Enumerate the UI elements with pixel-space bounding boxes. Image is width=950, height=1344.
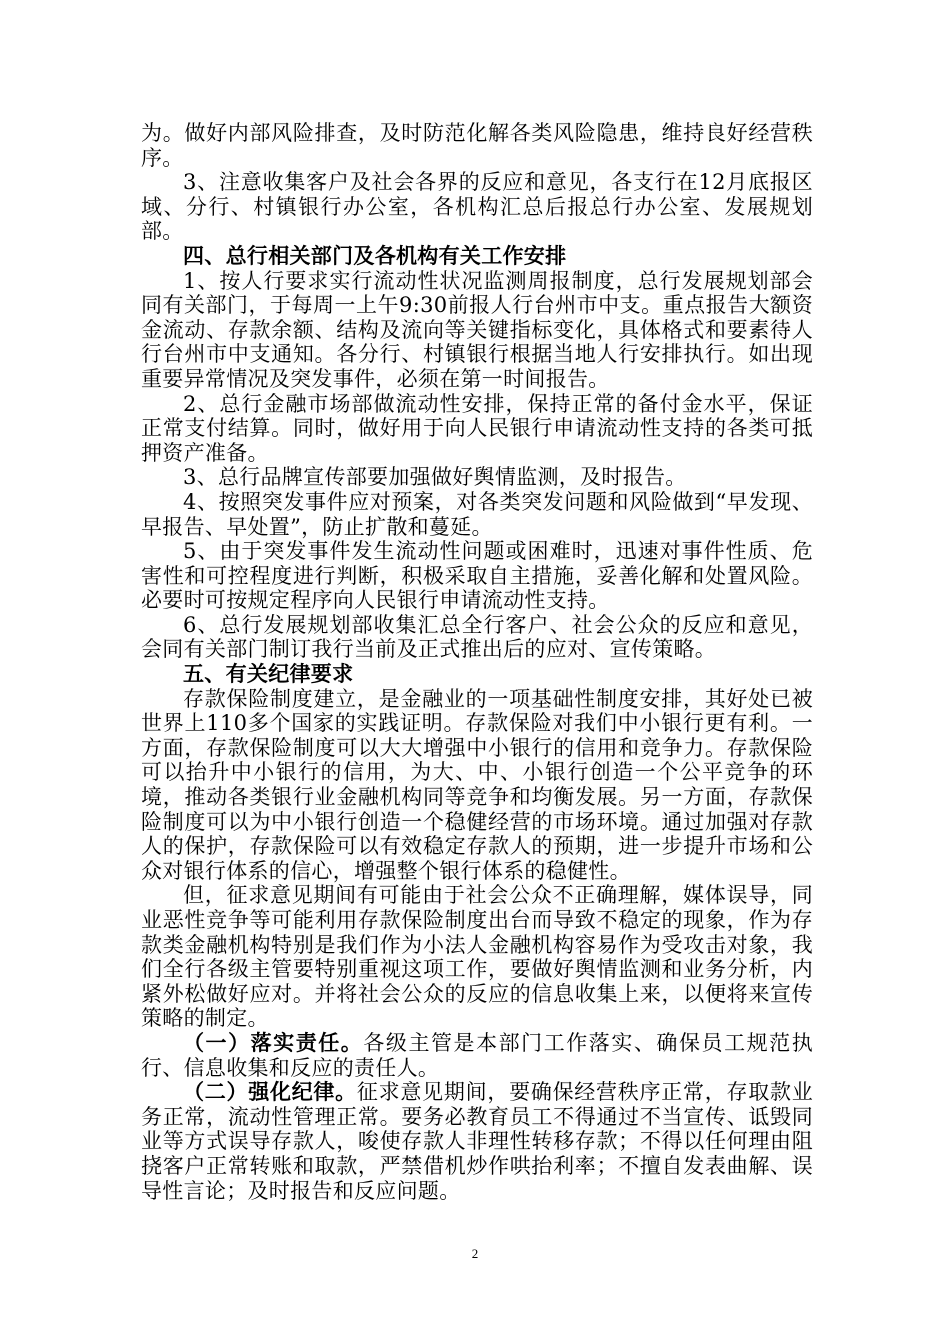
paragraph <box>141 1031 813 1080</box>
paragraph <box>141 1080 813 1203</box>
paragraph: 存款保险制度建立，是金融业的一项基础性制度安排，其好处已被世界上110多个国家的实践证明。存款保险对我们中小银行更有利。一方面，存款保险制度可以大大增强中小银行的信用和竞争力。存款保险可以抬升中小银行的信用，为大、中、小银行创造一个公平竞争的环境，推动各类银行业金融机构同等竞争和均衡发展。另一方面，存款保险制度可以为中小银行创造一个稳健经营的市场环境。通过加强对存款人的保护，存款保险可以有效稳定存款人的预期，进一步提升市场和公众对银行体系的信心，增强整个银行体系的稳健性。 <box>141 686 813 883</box>
paragraph: 3、注意收集客户及社会各界的反应和意见，各支行在12月底报区域、分行、村镇银行办公室，各机构汇总后报总行办公室、发展规划部。 <box>141 170 813 244</box>
paragraph: 但，征求意见期间有可能由于社会公众不正确理解，媒体误导，同业恶性竞争等可能利用存款保险制度出台而导致不稳定的现象，作为存款类金融机构特别是我们作为小法人金融机构容易作为受攻击对象，我们全行各级主管要特别重视这项工作，要做好舆情监测和业务分析，内紧外松做好应对。并将社会公众的反应的信息收集上来，以便将来宣传策略的制定。 <box>141 883 813 1031</box>
document-body <box>141 121 813 1203</box>
paragraph: 2、总行金融市场部做流动性安排，保持正常的备付金水平，保证正常支付结算。同时，做好用于向人民银行申请流动性支持的各类可抵押资产准备。 <box>141 391 813 465</box>
paragraph-lead: （一）落实责任。 <box>183 1029 364 1055</box>
section-heading: 五、有关纪律要求 <box>183 661 354 687</box>
paragraph-body: 各级主管是本部门工作落实、确保员工规范执行、信息收集和反应的责任人。 <box>141 1030 813 1080</box>
paragraph: 6、总行发展规划部收集汇总全行客户、社会公众的反应和意见，会同有关部门制订我行当前及正式推出后的应对、宣传策略。 <box>141 612 813 662</box>
page-number: 2 <box>471 1246 479 1261</box>
paragraph-body: 征求意见期间，要确保经营秩序正常，存取款业务正常，流动性管理正常。要务必教育员工不得通过不当宣传、诋毁同业等方式误导存款人，唆使存款人非理性转移存款；不得以任何理由阻挠客户正常转账和取款，严禁借机炒作哄抬利率；不擅自发表曲解、误导性言论；及时报告和反应问题。 <box>141 1080 813 1203</box>
section-heading: 四、总行相关部门及各机构有关工作安排 <box>183 242 567 268</box>
paragraph: 为。做好内部风险排查，及时防范化解各类风险隐患，维持良好经营秩序。 <box>141 121 813 170</box>
paragraph: 4、按照突发事件应对预案，对各类突发问题和风险做到“早发现、早报告、早处置”，防止扩散和蔓延。 <box>141 489 813 539</box>
paragraph: 5、由于突发事件发生流动性问题或困难时，迅速对事件性质、危害性和可控程度进行判断，积极采取自主措施，妥善化解和处置风险。必要时可按规定程序向人民银行申请流动性支持。 <box>141 539 813 613</box>
paragraph: 1、按人行要求实行流动性状况监测周报制度，总行发展规划部会同有关部门，于每周一上午9:30前报人行台州市中支。重点报告大额资金流动、存款余额、结构及流向等关键指标变化，具体格式和要素待人行台州市中支通知。各分行、村镇银行根据当地人行安排执行。如出现重要异常情况及突发事件，必须在第一时间报告。 <box>141 268 813 391</box>
paragraph-lead: （二）强化纪律。 <box>183 1079 357 1105</box>
paragraph: 3、总行品牌宣传部要加强做好舆情监测，及时报告。 <box>183 465 687 490</box>
